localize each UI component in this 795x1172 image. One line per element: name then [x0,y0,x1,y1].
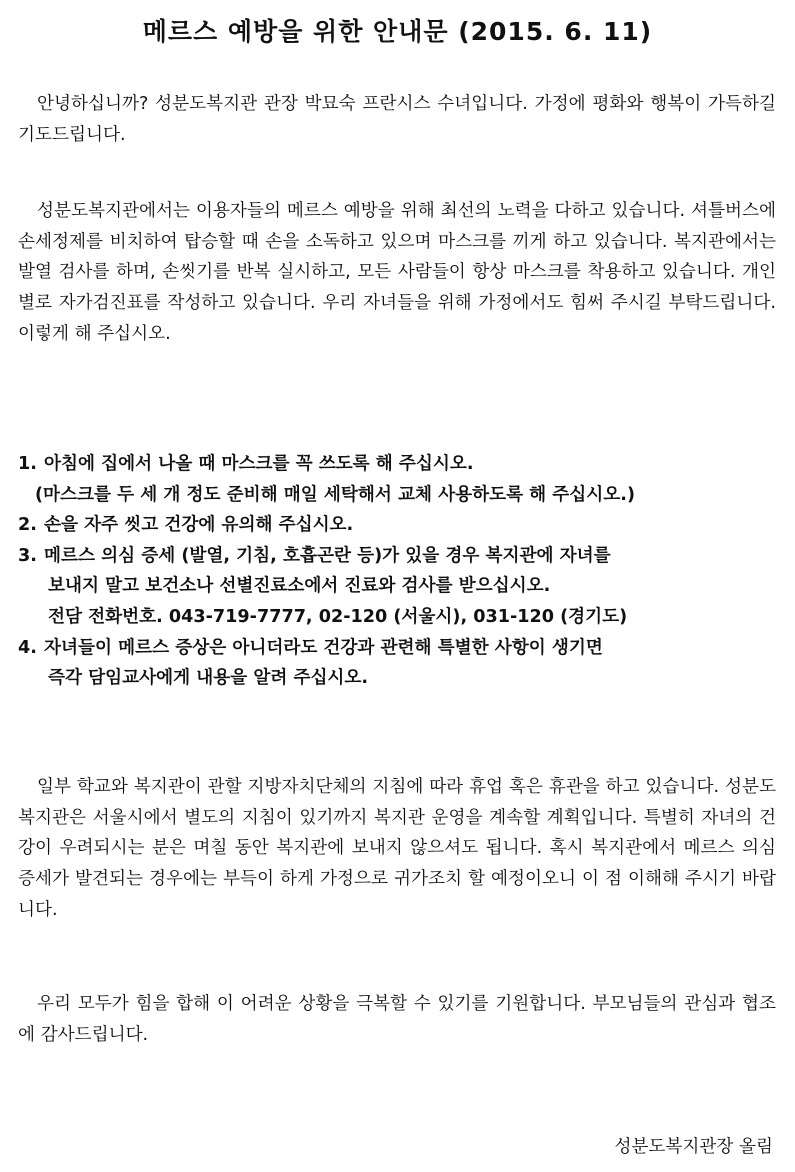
list-item-text: 자녀들이 메르스 증상은 아니더라도 건강과 관련해 특별한 사항이 생기면 [44,637,603,658]
signature: 성분도복지관장 올림 [614,1137,773,1157]
list-item-3 [18,541,788,572]
list-item-number: 3. [18,545,37,566]
list-item-number: 4. [18,637,37,658]
document-title: 메르스 예방을 위한 안내문 (2015. 6. 11) [142,17,653,46]
list-item-text: 아침에 집에서 나올 때 마스크를 꼭 쓰도록 해 주십시오. [44,454,474,474]
greeting-paragraph: 안녕하십니까? 성분도복지관 관장 박묘숙 프란시스 수녀입니다. 가정에 평화와 행복이 가득하길 기도드립니다. [18,94,776,145]
list-item-2 [18,510,788,541]
list-item-1 [18,449,788,480]
operation-notice-paragraph: 일부 학교와 복지관이 관할 지방자치단체의 지침에 따라 휴업 혹은 휴관을 하고 있습니다. 성분도복지관은 서울시에서 별도의 지침이 있기까지 복지관 운영을 계속할 계획입니다. 특별히 자녀의 건강이 우려되시는 분은 며칠 동안 복지관에 보내지 않으셔도 됩니다. 혹시 복지관에서 메르스 의심 증세가 발견되는 경우에는 부득이 하게 가정으로 귀가조치 할 예정이오니 이 점 이해해 주시기 바랍니다. [18,777,776,920]
prevention-measures-paragraph: 성분도복지관에서는 이용자들의 메르스 예방을 위해 최선의 노력을 다하고 있습니다. 셔틀버스에 손세정제를 비치하여 탑승할 때 손을 소독하고 있으며 마스크를 끼게 하고 있습니다. 복지관에서는 발열 검사를 하며, 손씻기를 반복 실시하고, 모든 사람들이 항상 마스크를 착용하고 있습니다. 개인 별로 자가검진표를 작성하고 있습니다. 우리 자녀들을 위해 가정에서도 힘써 주시길 부탁드립니다. 이렇게 해 주십시오. [18,201,776,344]
list-item-text: 메르스 의심 증세 (발열, 기침, 호흡곤란 등)가 있을 경우 복지관에 자녀를 [44,545,611,566]
hotline-numbers: 전담 전화번호. 043-719-7777, 02-120 (서울시), 031-120 (경기도) [48,606,628,627]
list-item-3-continuation: 보내지 말고 보건소나 선별진료소에서 진료와 검사를 받으십시오. [48,576,551,597]
list-item-number: 1. [18,454,37,474]
list-item-text: 손을 자주 씻고 건강에 유의해 주십시오. [44,515,354,536]
list-item-number: 2. [18,515,37,536]
instruction-list [18,449,788,694]
list-item-1-note: (마스크를 두 세 개 정도 준비해 매일 세탁해서 교체 사용하도록 해 주십시오.) [35,484,636,505]
list-item-4 [18,633,788,664]
closing-paragraph: 우리 모두가 힘을 합해 이 어려운 상황을 극복할 수 있기를 기원합니다. 부모님들의 관심과 협조에 감사드립니다. [18,994,776,1045]
list-item-4-continuation: 즉각 담임교사에게 내용을 알려 주십시오. [48,668,369,689]
